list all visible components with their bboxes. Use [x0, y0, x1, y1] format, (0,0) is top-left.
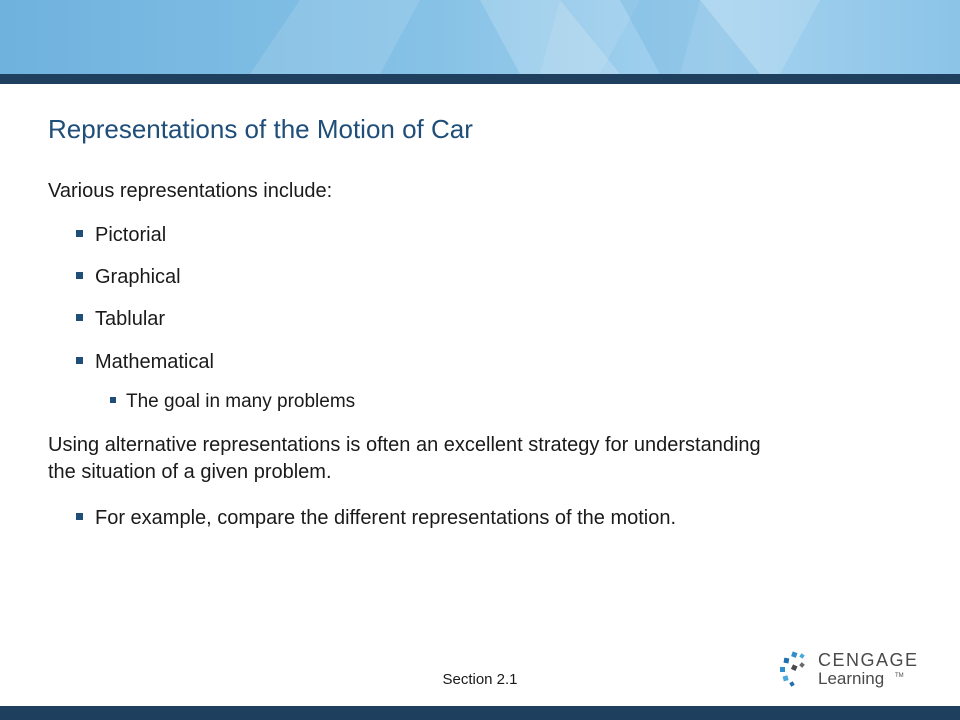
bullet-item: [76, 351, 214, 374]
logo-brand-text: CENGAGE: [818, 650, 919, 670]
sub-bullet-item: [110, 391, 355, 413]
bullet-label: Graphical: [95, 266, 181, 288]
logo-sub-text: Learning: [818, 669, 885, 688]
slide-title: Representations of the Motion of Car: [48, 114, 473, 144]
section-footer: Section 2.1: [442, 671, 518, 688]
bullet-label: Pictorial: [95, 224, 167, 246]
header-rule: [0, 74, 960, 84]
bullet-label: Mathematical: [95, 351, 214, 373]
cengage-swirl-icon: [778, 650, 814, 690]
square-bullet-icon: [76, 357, 83, 364]
bullet-item: [76, 266, 181, 289]
bullet-item: [76, 224, 166, 247]
square-bullet-icon: [76, 230, 83, 237]
square-bullet-icon: [76, 513, 83, 520]
cengage-logo: [778, 650, 938, 690]
footer-rule: [0, 706, 960, 720]
square-bullet-icon: [76, 272, 83, 279]
sub-bullet-label: The goal in many problems: [126, 391, 356, 412]
bullet-item: [76, 308, 165, 331]
bullet-label: Tablular: [95, 308, 166, 330]
paragraph-line: Using alternative representations is often an excellent strategy for understanding: [48, 434, 761, 456]
bullet-label: For example, compare the different representations of the motion.: [95, 507, 677, 529]
bullet-item: [76, 507, 676, 530]
banner-decoration: [0, 0, 960, 74]
logo-trademark: TM: [895, 673, 904, 679]
square-bullet-icon: [76, 314, 83, 321]
paragraph: [48, 432, 761, 486]
header-banner: [0, 0, 960, 74]
paragraph-line: the situation of a given problem.: [48, 461, 332, 483]
square-bullet-icon: [110, 397, 116, 403]
intro-text: Various representations include:: [48, 180, 333, 202]
